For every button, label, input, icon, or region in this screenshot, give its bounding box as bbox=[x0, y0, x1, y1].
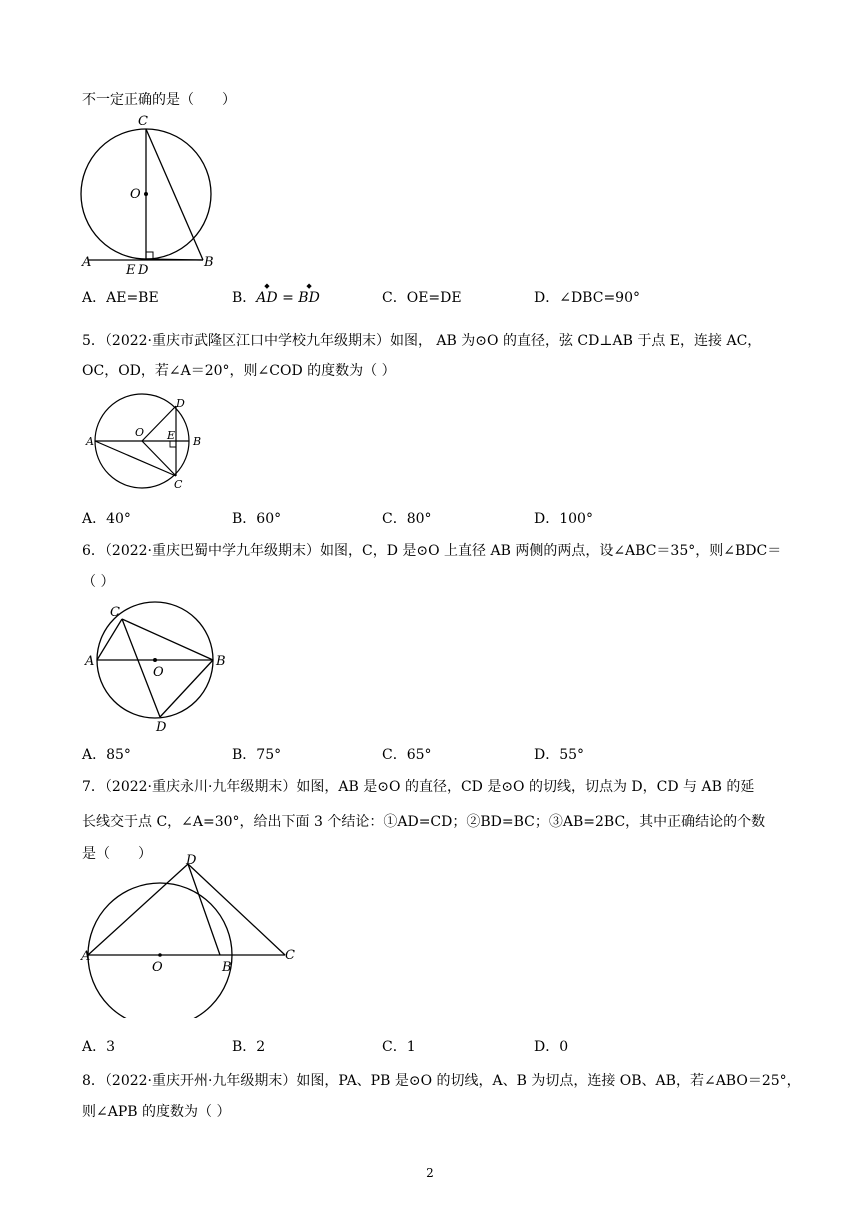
q4-option-b-arc-bd: ◆ BD bbox=[298, 290, 320, 306]
q4-figure bbox=[78, 112, 228, 277]
q4-label-c: C bbox=[138, 114, 148, 129]
q5-option-b[interactable]: B．60° bbox=[232, 511, 282, 527]
q7-stem-line1: 7．（2022·重庆永川·九年级期末）如图，AB 是⊙O 的直径，CD 是⊙O 的切线，切点为 D，CD 与 AB 的延 bbox=[82, 779, 755, 795]
q7-label-d: D bbox=[186, 853, 197, 868]
q6-stem-line1: 6．（2022·重庆巴蜀中学九年级期末）如图，C，D 是⊙O 上直径 AB 两侧的两点，设∠ABC＝35°，则∠BDC＝ bbox=[82, 543, 782, 559]
q8-stem-line2: 则∠APB 的度数为（ ） bbox=[82, 1104, 231, 1120]
q4-option-c[interactable]: C．OE=DE bbox=[382, 290, 462, 306]
q5-option-a[interactable]: A．40° bbox=[82, 511, 131, 527]
q4-label-d: D bbox=[138, 263, 149, 277]
q6-label-a: A bbox=[85, 654, 95, 669]
q4-stem-tail: 不一定正确的是（ ） bbox=[82, 92, 236, 108]
q5-label-c: C bbox=[174, 478, 183, 491]
q6-option-d[interactable]: D．55° bbox=[534, 747, 585, 763]
q6-option-a[interactable]: A．85° bbox=[82, 747, 131, 763]
q6-stem-line2: （ ） bbox=[82, 574, 115, 590]
q4-label-b: B bbox=[204, 255, 214, 270]
q7-stem-line2: 长线交于点 C，∠A=30°，给出下面 3 个结论：①AD=CD；②BD=BC；③AB=2BC，其中正确结论的个数 bbox=[82, 814, 766, 830]
q4-option-b-arc-ad: ◆ AD bbox=[256, 290, 277, 306]
q7-label-b: B bbox=[222, 960, 232, 975]
q4-label-a: A bbox=[82, 255, 92, 270]
q6-label-b: B bbox=[216, 654, 226, 669]
q7-figure bbox=[80, 848, 305, 1018]
q5-label-d: D bbox=[176, 397, 185, 410]
q7-option-d[interactable]: D．0 bbox=[534, 1039, 569, 1055]
q4-options bbox=[82, 287, 782, 307]
q6-option-c[interactable]: C．65° bbox=[382, 747, 432, 763]
q4-label-o: O bbox=[130, 187, 141, 202]
q7-options bbox=[82, 1036, 782, 1056]
q4-option-a[interactable]: A．AE=BE bbox=[82, 290, 159, 306]
q4-label-e: E bbox=[126, 263, 136, 277]
q5-label-o: O bbox=[135, 426, 145, 439]
q6-label-c: C bbox=[110, 605, 120, 620]
q6-options bbox=[82, 744, 782, 764]
page-number: 2 bbox=[426, 1166, 434, 1180]
q4-option-d[interactable]: D．∠DBC=90° bbox=[534, 290, 640, 306]
q5-label-a: A bbox=[86, 435, 94, 448]
q5-label-b: B bbox=[193, 435, 202, 448]
q7-option-a[interactable]: A．3 bbox=[82, 1039, 116, 1055]
q7-option-c[interactable]: C．1 bbox=[382, 1039, 416, 1055]
q6-label-o: O bbox=[153, 665, 164, 680]
q8-stem-line1: 8．（2022·重庆开州·九年级期末）如图，PA、PB 是⊙O 的切线，A、B 为切点，连接 OB、AB，若∠ABO＝25°， bbox=[82, 1073, 801, 1089]
q7-label-o: O bbox=[152, 960, 163, 975]
q5-option-c[interactable]: C．80° bbox=[382, 511, 432, 527]
q7-label-c: C bbox=[285, 948, 295, 963]
q4-option-b-prefix: B． bbox=[232, 290, 257, 306]
q5-stem-line2: OC，OD，若∠A＝20°，则∠COD 的度数为（ ） bbox=[82, 363, 396, 379]
q5-option-d[interactable]: D．100° bbox=[534, 511, 593, 527]
q4-option-b-eq: = bbox=[277, 290, 299, 306]
q7-stem-line3: 是（ ） bbox=[82, 846, 152, 862]
q4-option-b[interactable] bbox=[232, 287, 320, 307]
q5-stem-line1: 5．（2022·重庆市武隆区江口中学校九年级期末）如图， AB 为⊙O 的直径，弦 CD⊥AB 于点 E，连接 AC， bbox=[82, 333, 762, 349]
q5-options bbox=[82, 508, 782, 528]
q7-option-b[interactable]: B．2 bbox=[232, 1039, 266, 1055]
q7-label-a: A bbox=[81, 949, 91, 964]
q6-option-b[interactable]: B．75° bbox=[232, 747, 282, 763]
q5-figure bbox=[80, 392, 215, 492]
q6-label-d: D bbox=[156, 720, 167, 735]
q6-figure bbox=[80, 600, 230, 735]
q5-label-e: E bbox=[167, 429, 176, 442]
